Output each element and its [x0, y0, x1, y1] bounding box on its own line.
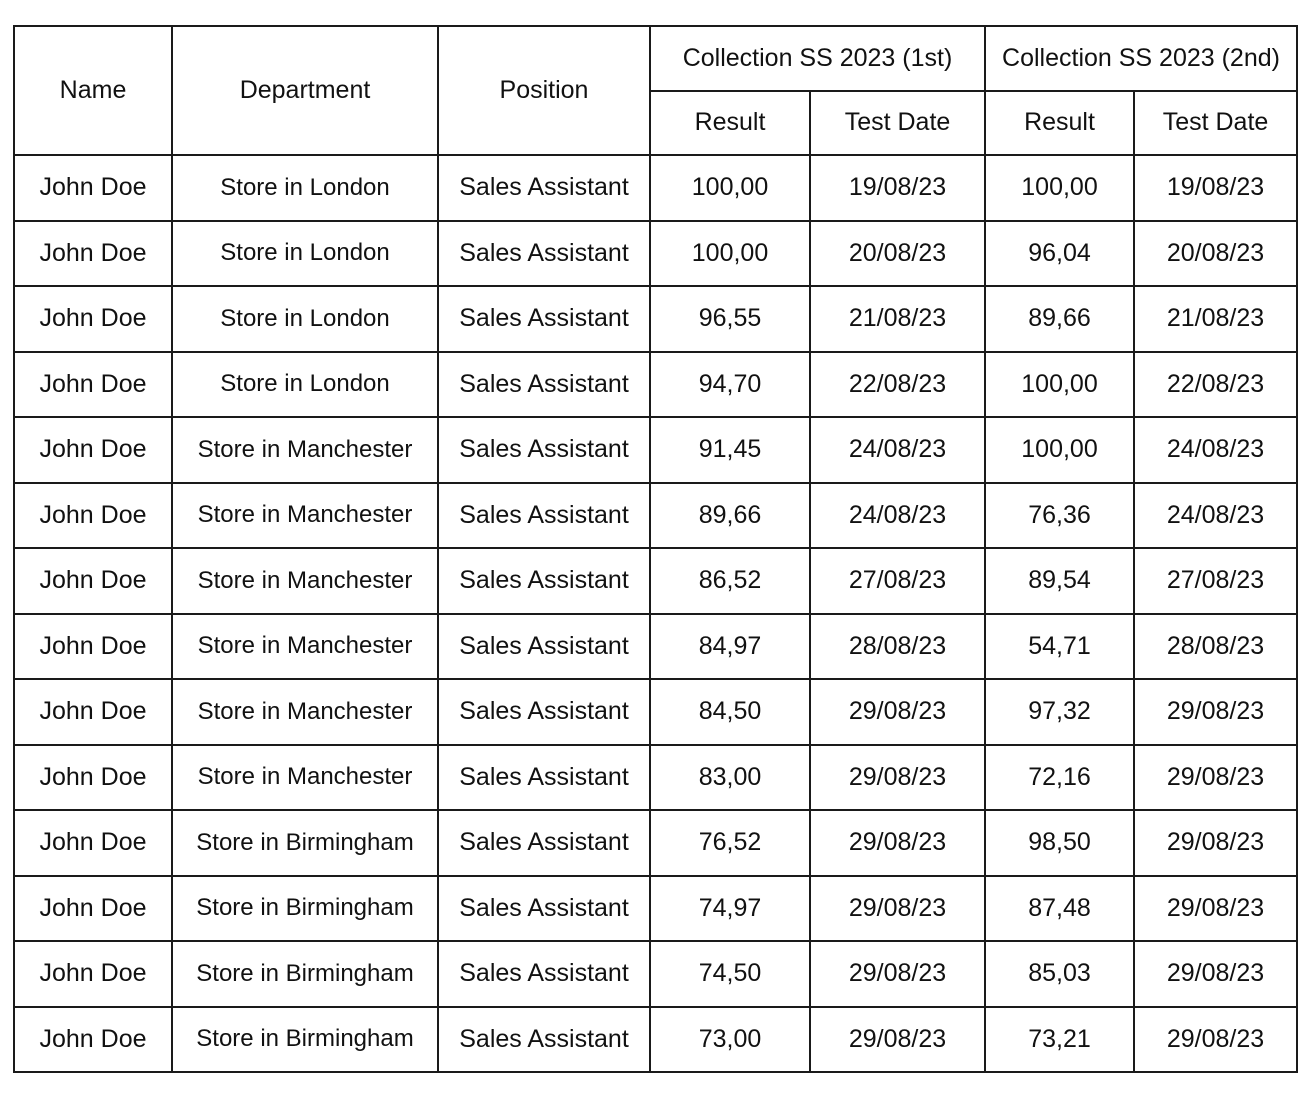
cell-department: Store in Birmingham: [172, 1007, 438, 1073]
cell-test-date-1st: 29/08/23: [810, 1007, 985, 1073]
cell-department: Store in Manchester: [172, 417, 438, 483]
cell-position: Sales Assistant: [438, 286, 650, 352]
cell-result-1st: 91,45: [650, 417, 810, 483]
cell-result-2nd: 87,48: [985, 876, 1134, 942]
cell-test-date-1st: 22/08/23: [810, 352, 985, 418]
cell-department: Store in London: [172, 155, 438, 221]
cell-name: John Doe: [14, 417, 172, 483]
cell-result-2nd: 100,00: [985, 155, 1134, 221]
cell-position: Sales Assistant: [438, 679, 650, 745]
header-name: Name: [14, 26, 172, 155]
cell-test-date-2nd: 20/08/23: [1134, 221, 1297, 287]
cell-name: John Doe: [14, 286, 172, 352]
cell-name: John Doe: [14, 614, 172, 680]
cell-position: Sales Assistant: [438, 417, 650, 483]
header-position: Position: [438, 26, 650, 155]
cell-position: Sales Assistant: [438, 1007, 650, 1073]
header-collection-1st: Collection SS 2023 (1st): [650, 26, 985, 91]
cell-result-1st: 74,97: [650, 876, 810, 942]
cell-result-1st: 83,00: [650, 745, 810, 811]
table-row: [14, 941, 1297, 1007]
table-row: [14, 1007, 1297, 1073]
cell-test-date-1st: 21/08/23: [810, 286, 985, 352]
table-row: [14, 548, 1297, 614]
cell-test-date-2nd: 29/08/23: [1134, 941, 1297, 1007]
cell-name: John Doe: [14, 1007, 172, 1073]
table-row: [14, 155, 1297, 221]
table-row: [14, 417, 1297, 483]
cell-result-2nd: 98,50: [985, 810, 1134, 876]
header-test-date-2nd: Test Date: [1134, 91, 1297, 156]
cell-test-date-1st: 29/08/23: [810, 679, 985, 745]
cell-test-date-2nd: 28/08/23: [1134, 614, 1297, 680]
cell-test-date-1st: 29/08/23: [810, 745, 985, 811]
cell-result-1st: 89,66: [650, 483, 810, 549]
cell-name: John Doe: [14, 679, 172, 745]
cell-test-date-2nd: 29/08/23: [1134, 679, 1297, 745]
cell-name: John Doe: [14, 876, 172, 942]
cell-name: John Doe: [14, 221, 172, 287]
cell-test-date-2nd: 19/08/23: [1134, 155, 1297, 221]
cell-test-date-1st: 28/08/23: [810, 614, 985, 680]
cell-test-date-1st: 20/08/23: [810, 221, 985, 287]
results-table: [13, 25, 1298, 1073]
cell-name: John Doe: [14, 155, 172, 221]
cell-result-1st: 96,55: [650, 286, 810, 352]
cell-department: Store in Manchester: [172, 483, 438, 549]
cell-result-2nd: 97,32: [985, 679, 1134, 745]
cell-result-2nd: 89,66: [985, 286, 1134, 352]
cell-test-date-2nd: 29/08/23: [1134, 745, 1297, 811]
header-result-1st: Result: [650, 91, 810, 156]
cell-result-2nd: 96,04: [985, 221, 1134, 287]
table-row: [14, 483, 1297, 549]
cell-department: Store in Manchester: [172, 614, 438, 680]
cell-test-date-2nd: 29/08/23: [1134, 810, 1297, 876]
header-row-groups: [14, 26, 1297, 91]
cell-department: Store in Birmingham: [172, 810, 438, 876]
cell-result-1st: 100,00: [650, 221, 810, 287]
cell-result-2nd: 85,03: [985, 941, 1134, 1007]
table-row: [14, 876, 1297, 942]
cell-department: Store in Manchester: [172, 679, 438, 745]
cell-test-date-1st: 19/08/23: [810, 155, 985, 221]
cell-position: Sales Assistant: [438, 614, 650, 680]
cell-name: John Doe: [14, 810, 172, 876]
table-header: [14, 26, 1297, 155]
cell-test-date-1st: 29/08/23: [810, 876, 985, 942]
cell-position: Sales Assistant: [438, 745, 650, 811]
cell-result-1st: 74,50: [650, 941, 810, 1007]
cell-department: Store in London: [172, 221, 438, 287]
cell-department: Store in Manchester: [172, 745, 438, 811]
cell-result-2nd: 54,71: [985, 614, 1134, 680]
header-department: Department: [172, 26, 438, 155]
cell-position: Sales Assistant: [438, 810, 650, 876]
cell-result-1st: 86,52: [650, 548, 810, 614]
table-row: [14, 745, 1297, 811]
table-row: [14, 614, 1297, 680]
cell-test-date-2nd: 29/08/23: [1134, 876, 1297, 942]
cell-result-1st: 73,00: [650, 1007, 810, 1073]
cell-result-2nd: 72,16: [985, 745, 1134, 811]
header-test-date-1st: Test Date: [810, 91, 985, 156]
cell-position: Sales Assistant: [438, 483, 650, 549]
cell-result-1st: 100,00: [650, 155, 810, 221]
cell-result-1st: 84,97: [650, 614, 810, 680]
cell-test-date-1st: 29/08/23: [810, 810, 985, 876]
table-row: [14, 810, 1297, 876]
cell-result-1st: 84,50: [650, 679, 810, 745]
cell-test-date-1st: 27/08/23: [810, 548, 985, 614]
cell-test-date-2nd: 21/08/23: [1134, 286, 1297, 352]
cell-result-1st: 94,70: [650, 352, 810, 418]
table-row: [14, 679, 1297, 745]
cell-position: Sales Assistant: [438, 876, 650, 942]
cell-department: Store in London: [172, 286, 438, 352]
cell-department: Store in Manchester: [172, 548, 438, 614]
cell-position: Sales Assistant: [438, 221, 650, 287]
cell-position: Sales Assistant: [438, 548, 650, 614]
cell-name: John Doe: [14, 745, 172, 811]
cell-result-2nd: 100,00: [985, 417, 1134, 483]
cell-result-2nd: 89,54: [985, 548, 1134, 614]
cell-test-date-1st: 29/08/23: [810, 941, 985, 1007]
table-row: [14, 221, 1297, 287]
cell-result-2nd: 100,00: [985, 352, 1134, 418]
cell-test-date-2nd: 24/08/23: [1134, 483, 1297, 549]
table-row: [14, 352, 1297, 418]
cell-department: Store in London: [172, 352, 438, 418]
cell-name: John Doe: [14, 352, 172, 418]
cell-test-date-2nd: 27/08/23: [1134, 548, 1297, 614]
table-body: [14, 155, 1297, 1072]
cell-result-2nd: 76,36: [985, 483, 1134, 549]
cell-test-date-2nd: 29/08/23: [1134, 1007, 1297, 1073]
cell-department: Store in Birmingham: [172, 941, 438, 1007]
cell-result-1st: 76,52: [650, 810, 810, 876]
cell-test-date-1st: 24/08/23: [810, 417, 985, 483]
header-collection-2nd: Collection SS 2023 (2nd): [985, 26, 1297, 91]
cell-test-date-2nd: 22/08/23: [1134, 352, 1297, 418]
cell-name: John Doe: [14, 548, 172, 614]
cell-test-date-1st: 24/08/23: [810, 483, 985, 549]
cell-name: John Doe: [14, 483, 172, 549]
cell-position: Sales Assistant: [438, 941, 650, 1007]
cell-test-date-2nd: 24/08/23: [1134, 417, 1297, 483]
cell-position: Sales Assistant: [438, 352, 650, 418]
table-row: [14, 286, 1297, 352]
cell-department: Store in Birmingham: [172, 876, 438, 942]
cell-name: John Doe: [14, 941, 172, 1007]
cell-result-2nd: 73,21: [985, 1007, 1134, 1073]
cell-position: Sales Assistant: [438, 155, 650, 221]
header-result-2nd: Result: [985, 91, 1134, 156]
